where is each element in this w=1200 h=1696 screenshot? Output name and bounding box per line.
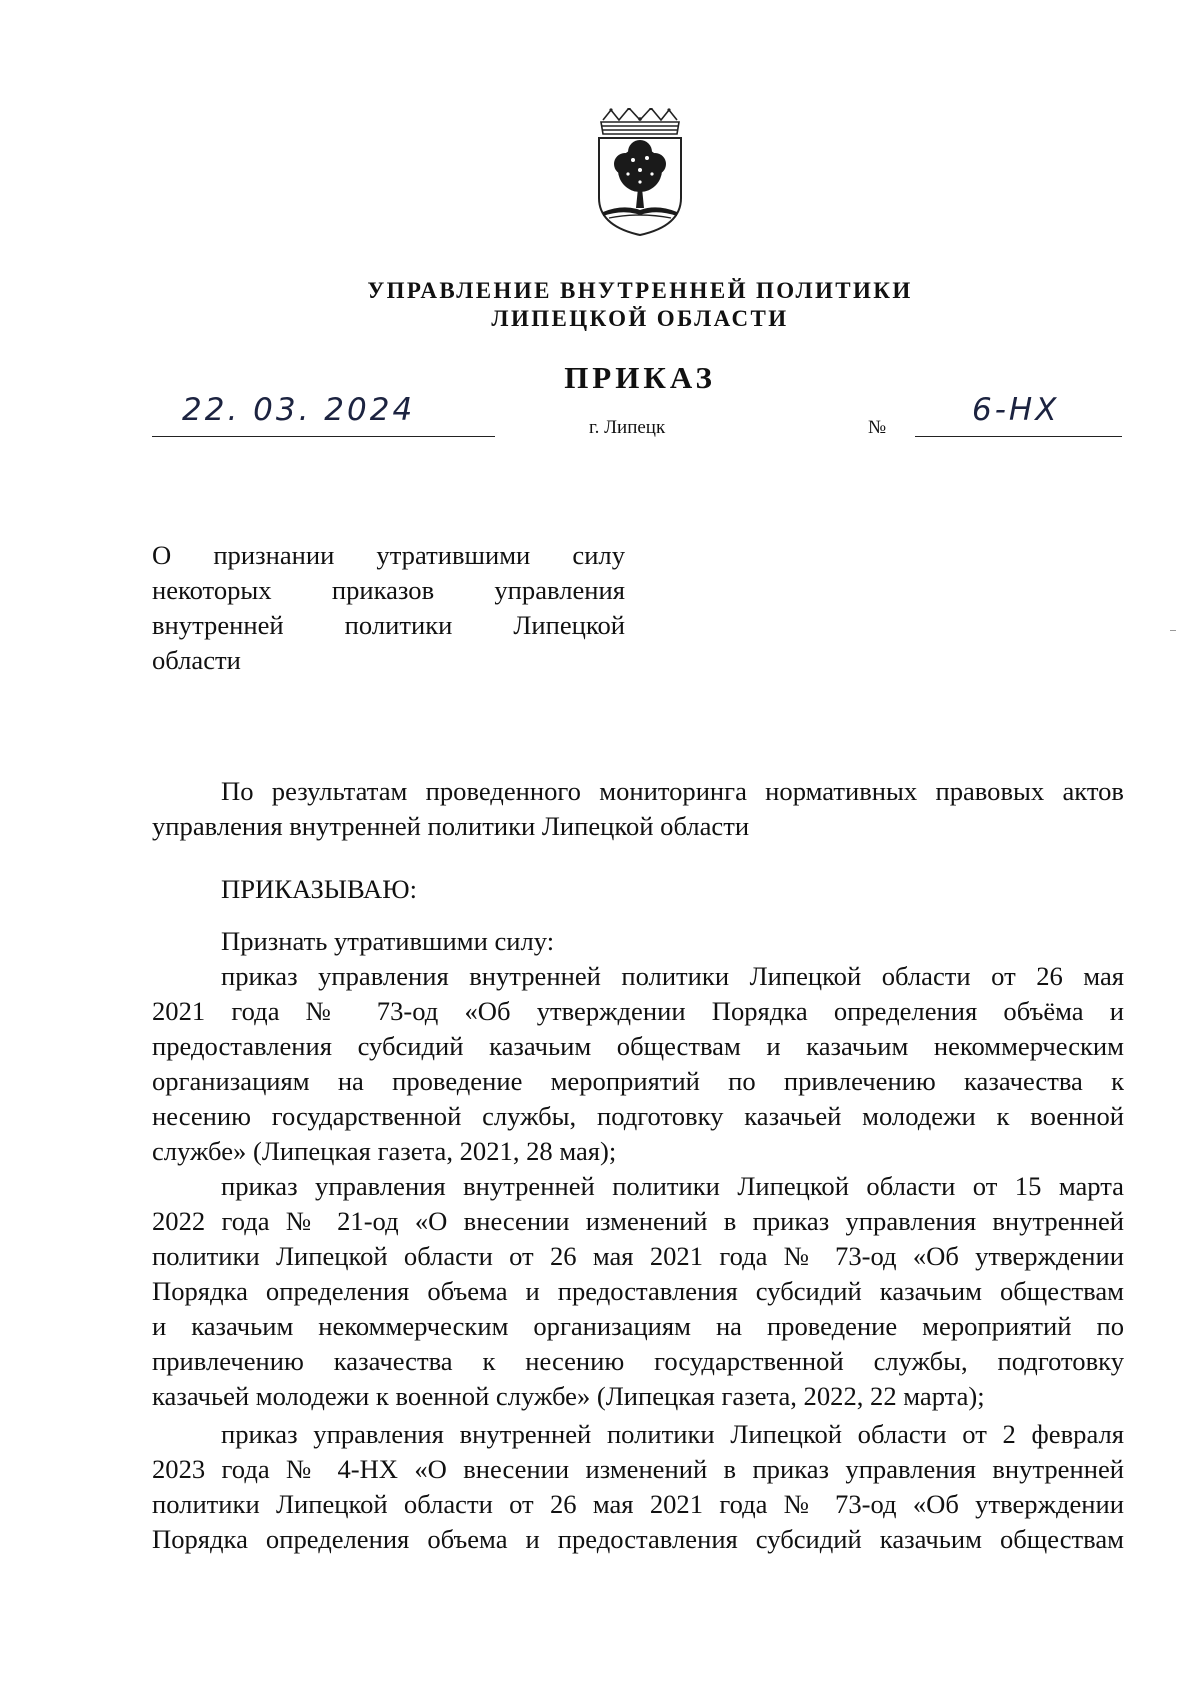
item2-line: привлечению казачества к несению государственной службы, подготовку xyxy=(152,1346,1124,1376)
subject-block xyxy=(152,538,625,678)
handwritten-number: 6-НХ xyxy=(972,392,1060,428)
document-title: ПРИКАЗ xyxy=(564,360,716,395)
item2-line: казачьей молодежи к военной службе» (Липецкая газета, 2022, 22 марта); xyxy=(152,1381,985,1411)
handwritten-date: 22. 03. 2024 xyxy=(182,392,416,428)
org-name-line-2: ЛИПЕЦКОЙ ОБЛАСТИ xyxy=(491,306,789,331)
item1-line: предоставления субсидий казачьим обществам и казачьим некоммерческим xyxy=(152,1031,1124,1061)
city-label: г. Липецк xyxy=(589,417,666,438)
number-underline xyxy=(915,436,1122,437)
item3-line: 2023 года № 4-НХ «О внесении изменений в приказ управления внутренней xyxy=(152,1454,1124,1484)
item2-line: политики Липецкой области от 26 мая 2021 года № 73-од «Об утверждении xyxy=(152,1241,1124,1271)
preamble-line: По результатам проведенного мониторинга нормативных правовых актов xyxy=(221,776,1124,806)
subject-line: внутренней политики Липецкой xyxy=(152,610,625,640)
org-name-line-1: УПРАВЛЕНИЕ ВНУТРЕННЕЙ ПОЛИТИКИ xyxy=(367,278,913,303)
item2-line: и казачьим некоммерческим организациям на проведение мероприятий по xyxy=(152,1311,1124,1341)
item2-line: приказ управления внутренней политики Липецкой области от 15 марта xyxy=(221,1171,1124,1201)
item1-line: приказ управления внутренней политики Липецкой области от 26 мая xyxy=(221,961,1124,991)
date-underline xyxy=(152,436,495,437)
subject-line: области xyxy=(152,645,241,675)
intro-line: Признать утратившими силу: xyxy=(221,926,555,956)
document-body xyxy=(152,774,1124,1557)
item3-line: Порядка определения объема и предоставления субсидий казачьим обществам xyxy=(152,1524,1124,1554)
item2-line: Порядка определения объема и предоставления субсидий казачьим обществам xyxy=(152,1276,1124,1306)
item3-line: приказ управления внутренней политики Липецкой области от 2 февраля xyxy=(221,1419,1124,1449)
item1-line: организациям на проведение мероприятий по привлечению казачества к xyxy=(152,1066,1124,1096)
preamble-line: управления внутренней политики Липецкой области xyxy=(152,811,750,841)
item3-line: политики Липецкой области от 26 мая 2021 года № 73-од «Об утверждении xyxy=(152,1489,1124,1519)
number-sign: № xyxy=(868,417,887,438)
subject-line: О признании утратившими силу xyxy=(152,540,625,570)
item1-line: 2021 года № 73-од «Об утверждении Порядка определения объёма и xyxy=(152,996,1124,1026)
item1-line: службе» (Липецкая газета, 2021, 28 мая); xyxy=(152,1136,617,1166)
coat-of-arms-emblem xyxy=(595,108,685,236)
order-word: ПРИКАЗЫВАЮ: xyxy=(221,874,417,904)
scan-speck xyxy=(1170,630,1176,631)
subject-line: некоторых приказов управления xyxy=(152,575,625,605)
item2-line: 2022 года № 21-од «О внесении изменений в приказ управления внутренней xyxy=(152,1206,1124,1236)
item1-line: несению государственной службы, подготовку казачьей молодежи к военной xyxy=(152,1101,1124,1131)
